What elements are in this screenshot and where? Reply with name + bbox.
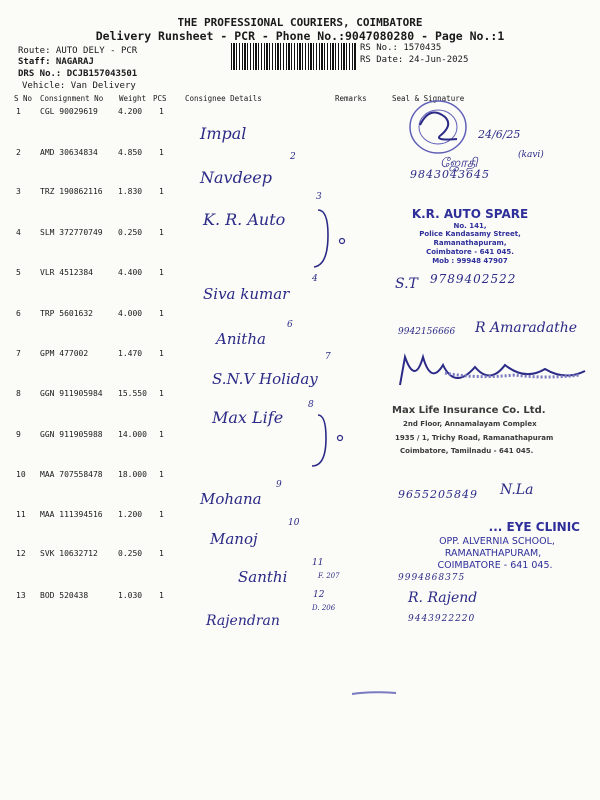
- row-consignment: SVK 10632712: [40, 549, 98, 558]
- row-sno: 4: [16, 228, 21, 237]
- row-sno: 12: [16, 549, 26, 558]
- row-consignment: GPM 477002: [40, 349, 89, 358]
- row-consignment: SLM 372770749: [40, 228, 103, 237]
- row-consignment: BOD 520438: [40, 591, 89, 600]
- handwritten-name-6: Anitha: [216, 330, 266, 348]
- round-seal-stamp: [405, 95, 475, 160]
- stamp-maxlife-line: 2nd Floor, Annamalayam Complex: [403, 420, 537, 428]
- row-consignment: GGN 911905984: [40, 389, 103, 398]
- row-weight: 4.000: [118, 309, 143, 318]
- row-pcs: 1: [159, 389, 164, 398]
- stamp-clinic-line: RAMANATHAPURAM,: [444, 548, 542, 559]
- handwritten-mark: 7: [325, 352, 331, 362]
- handwritten-mark: 4: [312, 274, 318, 284]
- row-weight: 14.000: [118, 430, 147, 439]
- handwritten-phone: 9443922220: [408, 614, 476, 624]
- col-sno: S No: [14, 94, 33, 103]
- stamp-maxlife-title: Max Life Insurance Co. Ltd.: [392, 405, 546, 416]
- rs-number: RS No.: 1570435: [360, 43, 442, 53]
- handwritten-reference: F. 207: [318, 572, 340, 580]
- row-pcs: 1: [159, 309, 164, 318]
- stamp-kr-line: Mob : 99948 47907: [432, 257, 508, 265]
- row-sno: 11: [16, 510, 26, 519]
- handwritten-mark: 2: [290, 152, 296, 162]
- stamp-kr-line: Ramanathapuram,: [433, 239, 507, 247]
- signature-scribble-7: [395, 345, 595, 395]
- handwritten-name-8: Max Life: [212, 408, 284, 427]
- stamp-maxlife-line: Coimbatore, Tamilnadu - 641 045.: [400, 447, 534, 455]
- stamp-maxlife-line: 1935 / 1, Trichy Road, Ramanathapuram: [395, 434, 554, 442]
- row-weight: 18.000: [118, 470, 147, 479]
- row-pcs: 1: [159, 107, 164, 116]
- handwritten-phone: 9789402522: [430, 272, 517, 286]
- row-consignment: TRP 5601632: [40, 309, 93, 318]
- handwritten-phone: 9843043645: [410, 168, 490, 181]
- handwritten-name-10: Mohana: [200, 490, 262, 508]
- runsheet-subtitle: Delivery Runsheet - PCR - Phone No.:9047080280 - Page No.:1: [95, 29, 505, 43]
- route-label: Route: AUTO DELY - PCR: [18, 46, 138, 56]
- handwritten-name-12: Santhi: [238, 568, 288, 586]
- handwritten-name-3: K. R. Auto: [203, 210, 286, 229]
- stamp-clinic-line: OPP. ALVERNIA SCHOOL,: [439, 536, 555, 547]
- row-pcs: 1: [159, 549, 164, 558]
- row-weight: 1.470: [118, 349, 143, 358]
- row-weight: 1.030: [118, 591, 143, 600]
- row-consignment: AMD 30634834: [40, 148, 98, 157]
- vehicle-label: Vehicle: Van Delivery: [22, 81, 136, 91]
- handwritten-signature-5: S.T: [395, 276, 418, 292]
- col-consignment: Consignment No: [40, 94, 104, 103]
- row-pcs: 1: [159, 430, 164, 439]
- row-sno: 2: [16, 148, 21, 157]
- row-consignment: TRZ 190862116: [40, 187, 103, 196]
- staff-label: Staff: NAGARAJ: [18, 57, 94, 67]
- handwritten-signature-6: R Amaradathe: [475, 320, 577, 336]
- handwritten-mark: 9: [276, 480, 282, 490]
- row-weight: 1.830: [118, 187, 143, 196]
- handwritten-phone: 9655205849: [398, 488, 478, 501]
- row-pcs: 1: [159, 187, 164, 196]
- row-consignment: CGL 90029619: [40, 107, 98, 116]
- row-pcs: 1: [159, 510, 164, 519]
- row-consignment: GGN 911905988: [40, 430, 103, 439]
- row-weight: 1.200: [118, 510, 143, 519]
- col-remarks: Remarks: [335, 94, 367, 103]
- row-weight: 4.200: [118, 107, 143, 116]
- stray-ink-mark: [350, 688, 400, 698]
- handwritten-name-13: Rajendran: [206, 613, 280, 629]
- handwritten-signature-10: N.La: [500, 482, 534, 498]
- stamp-kr-line: Police Kandasamy Street,: [419, 230, 521, 238]
- rs-date: RS Date: 24-Jun-2025: [360, 55, 469, 65]
- table-row: [0, 148, 600, 189]
- handwritten-name-11: Manoj: [210, 530, 258, 548]
- handwritten-name-7: S.N.V Holiday: [212, 370, 318, 388]
- table-row: [0, 591, 600, 632]
- row-sno: 6: [16, 309, 21, 318]
- handwritten-name-2: Navdeep: [200, 168, 272, 187]
- row-weight: 0.250: [118, 549, 143, 558]
- row-pcs: 1: [159, 268, 164, 277]
- col-consignee: Consignee Details: [185, 94, 262, 103]
- row-sno: 9: [16, 430, 21, 439]
- row-pcs: 1: [159, 591, 164, 600]
- row-consignment: VLR 4512384: [40, 268, 93, 277]
- handwritten-bracket-3-4: [300, 205, 350, 275]
- handwritten-phone: 9942156666: [398, 327, 456, 337]
- row-pcs: 1: [159, 470, 164, 479]
- stamp-kr-line: Coimbatore - 641 045.: [426, 248, 514, 256]
- handwritten-name-1: Impal: [200, 124, 247, 143]
- col-seal: Seal & Signature: [392, 94, 465, 103]
- handwritten-signature-13: R. Rajend: [408, 590, 478, 606]
- handwritten-date: 24/6/25: [478, 128, 521, 141]
- handwritten-note: (kavi): [518, 150, 544, 160]
- row-pcs: 1: [159, 148, 164, 157]
- stamp-kr-line: No. 141,: [453, 222, 487, 230]
- drs-number: DRS No.: DCJB157043501: [18, 69, 138, 79]
- row-sno: 1: [16, 107, 21, 116]
- row-weight: 15.550: [118, 389, 147, 398]
- row-sno: 10: [16, 470, 26, 479]
- handwritten-phone: 9994868375: [398, 573, 466, 583]
- row-sno: 13: [16, 591, 26, 600]
- handwritten-mark: 10: [288, 518, 300, 528]
- runsheet-title: THE PROFESSIONAL COURIERS, COIMBATORE: [177, 16, 423, 29]
- col-weight: Weight: [119, 94, 147, 103]
- handwritten-mark: 6: [287, 320, 293, 330]
- row-consignment: MAA 111394516: [40, 510, 103, 519]
- handwritten-mark: 11: [312, 558, 324, 568]
- row-sno: 7: [16, 349, 21, 358]
- row-weight: 0.250: [118, 228, 143, 237]
- stamp-kr-title: K.R. AUTO SPARE: [411, 207, 529, 221]
- row-sno: 5: [16, 268, 21, 277]
- stamp-clinic-line: COIMBATORE - 641 045.: [437, 560, 553, 571]
- handwritten-reference: D. 206: [312, 604, 336, 612]
- row-sno: 3: [16, 187, 21, 196]
- handwritten-bracket-8-9: [300, 410, 350, 470]
- stamp-clinic-title: ... EYE CLINIC: [488, 520, 580, 534]
- row-sno: 8: [16, 389, 21, 398]
- handwritten-mark: 12: [313, 590, 325, 600]
- handwritten-signature-2: ஜோதி: [440, 156, 478, 171]
- handwritten-mark: 8: [308, 400, 314, 410]
- handwritten-name-5: Siva kumar: [203, 285, 290, 303]
- row-pcs: 1: [159, 349, 164, 358]
- handwritten-mark: 3: [316, 192, 322, 202]
- row-weight: 4.400: [118, 268, 143, 277]
- col-pcs: PCS: [153, 94, 167, 103]
- row-weight: 4.850: [118, 148, 143, 157]
- row-pcs: 1: [159, 228, 164, 237]
- row-consignment: MAA 707558478: [40, 470, 103, 479]
- barcode-image: [231, 43, 356, 70]
